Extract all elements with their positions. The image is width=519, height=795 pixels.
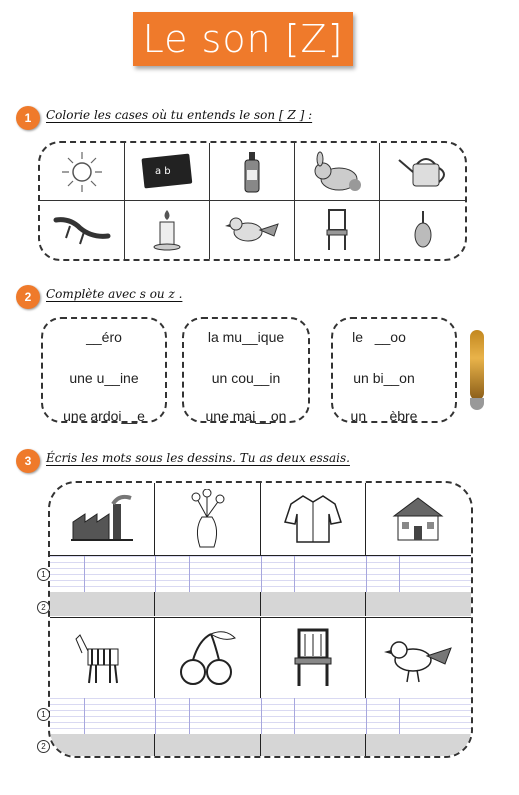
attempt-2-marker: 2 bbox=[37, 740, 50, 753]
exercise-2-instruction: Complète avec s ou z . bbox=[46, 287, 183, 301]
exercise-3-badge: 3 bbox=[16, 449, 40, 473]
pencil-icon bbox=[470, 330, 484, 400]
attempt-1-marker: 1 bbox=[37, 568, 50, 581]
word-item[interactable]: un bi__on bbox=[353, 370, 415, 386]
page-title: Le son [Z] bbox=[133, 12, 353, 66]
chair-icon[interactable] bbox=[295, 201, 380, 259]
rabbit-icon[interactable] bbox=[295, 143, 380, 201]
image-row-2 bbox=[50, 617, 471, 699]
shirt-icon bbox=[261, 483, 366, 555]
writing-lines-1[interactable] bbox=[50, 556, 471, 592]
bird-icon bbox=[366, 618, 471, 698]
pencil-tip-icon bbox=[470, 398, 484, 410]
bird-icon[interactable] bbox=[210, 201, 295, 259]
zebra-icon bbox=[50, 618, 155, 698]
word-item[interactable]: __éro bbox=[86, 329, 122, 345]
exercise-1-badge: 1 bbox=[16, 106, 40, 130]
word-item[interactable]: une u__ine bbox=[69, 370, 139, 386]
word-box-2 bbox=[182, 317, 310, 423]
svg-text:a b: a b bbox=[155, 165, 171, 177]
sun-icon[interactable] bbox=[40, 143, 125, 201]
candle-icon[interactable] bbox=[125, 201, 210, 259]
slate-icon[interactable] bbox=[125, 143, 210, 201]
image-row-1 bbox=[50, 483, 471, 556]
word-item[interactable]: une ardoi__e bbox=[63, 408, 145, 424]
watering-can-icon[interactable] bbox=[380, 143, 465, 201]
writing-lines-2[interactable] bbox=[50, 698, 471, 734]
word-item[interactable]: un cou__in bbox=[211, 370, 281, 386]
vase-icon bbox=[155, 483, 260, 555]
attempt-1-marker: 1 bbox=[37, 708, 50, 721]
answer-row-2[interactable] bbox=[50, 734, 471, 758]
cherries-icon bbox=[155, 618, 260, 698]
word-item[interactable]: le __oo bbox=[352, 329, 406, 345]
answer-row-1[interactable] bbox=[50, 592, 471, 616]
word-item[interactable]: la mu__ique bbox=[207, 329, 285, 345]
factory-icon bbox=[50, 483, 155, 555]
word-item[interactable]: une mai__on bbox=[205, 408, 287, 424]
word-item[interactable]: un èbre bbox=[350, 408, 418, 424]
bottle-icon[interactable] bbox=[210, 143, 295, 201]
raspberry-icon[interactable] bbox=[380, 201, 465, 259]
attempt-2-marker: 2 bbox=[37, 601, 50, 614]
exercise-2-badge: 2 bbox=[16, 285, 40, 309]
lizard-icon[interactable] bbox=[40, 201, 125, 259]
word-box-1 bbox=[41, 317, 167, 423]
exercise-1-instruction: Colorie les cases où tu entends le son [ Z ] : bbox=[46, 108, 313, 122]
word-box-3 bbox=[331, 317, 457, 423]
house-icon bbox=[366, 483, 471, 555]
chair-icon bbox=[261, 618, 366, 698]
exercise-3-instruction: Écris les mots sous les dessins. Tu as deux essais. bbox=[46, 451, 350, 465]
colorie-grid bbox=[38, 141, 467, 261]
writing-grid bbox=[48, 481, 473, 758]
